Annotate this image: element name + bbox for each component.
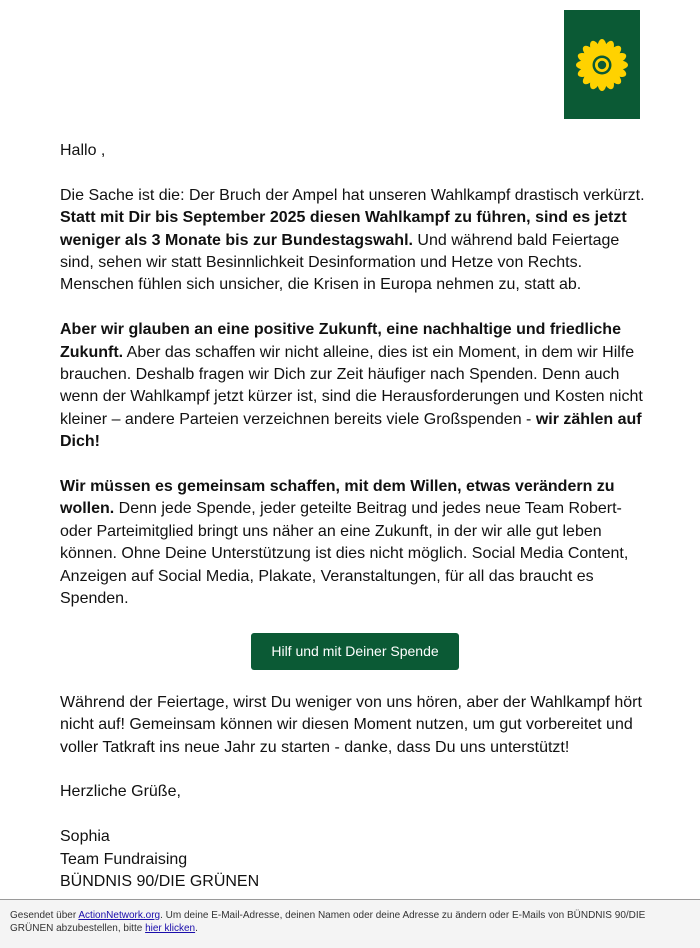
- sunflower-icon: [573, 36, 631, 94]
- email-body: [60, 140, 650, 894]
- donate-button[interactable]: Hilf und mit Deiner Spende: [251, 633, 459, 670]
- unsubscribe-link[interactable]: hier klicken: [145, 923, 196, 934]
- paragraph-4: Während der Feiertage, wirst Du weniger von uns hören, aber der Wahlkampf hört nicht auf! Gemeinsam können wir diesen Moment nutzen, um gut vorbereitet und voller Tatkraft ins neue Jahr zu starten - danke, dass Du uns unterstützt!: [60, 693, 642, 756]
- cta-container: [60, 633, 650, 670]
- greeting: Hallo ,: [60, 142, 106, 159]
- email-footer: Gesendet über ActionNetwork.org. Um deine E-Mail-Adresse, deinen Namen oder deine Adresse zu ändern oder E-Mails von BÜNDNIS 90/DIE GRÜNEN abzubestellen, bitte hier klicken.: [0, 899, 700, 948]
- signature-name: Sophia: [60, 828, 110, 846]
- party-logo: [564, 10, 640, 119]
- signature-team: Team Fundraising: [60, 850, 188, 868]
- signature: [60, 826, 650, 893]
- paragraph-2: Aber wir glauben an eine positive Zukunft, eine nachhaltige und friedliche Zukunft. Aber das schaffen wir nicht alleine, dies ist ein Moment, in dem wir Hilfe brauchen. Deshalb fragen wir Dich zur Zeit häufiger nach Spenden. Denn auch wenn der Wahlkampf jetzt kürzer ist, sind die Herausforderungen und Kosten nicht kleiner – andere Parteien verzeichnen bereits viele Großspenden - wir zählen auf Dich!: [60, 321, 643, 451]
- signature-org: BÜNDNIS 90/DIE GRÜNEN: [60, 873, 260, 891]
- actionnetwork-link[interactable]: ActionNetwork.org: [78, 910, 161, 921]
- paragraph-3: Wir müssen es gemeinsam schaffen, mit dem Willen, etwas verändern zu wollen. Denn jede Spende, jeder geteilte Beitrag und jedes neue Team Robert- oder Parteimitglied bringt uns näher an eine Zukunft, in der wir alle gut leben können. Ohne Deine Unterstützung ist dies nicht möglich. Social Media Content, Anzeigen auf Social Media, Plakate, Veranstaltungen, für all das braucht es Spenden.: [60, 478, 629, 608]
- paragraph-1: Die Sache ist die: Der Bruch der Ampel hat unseren Wahlkampf drastisch verkürzt. Statt mit Dir bis September 2025 diesen Wahlkampf zu führen, sind es jetzt weniger als 3 Monate bis zur Bundestagswahl. Und während bald Feiertage sind, sehen wir statt Besinnlichkeit Desinformation und Hetze von Rechts. Menschen fühlen sich unsicher, die Krisen in Europa nehmen zu, statt ab.: [60, 186, 645, 294]
- closing: Herzliche Grüße,: [60, 783, 181, 801]
